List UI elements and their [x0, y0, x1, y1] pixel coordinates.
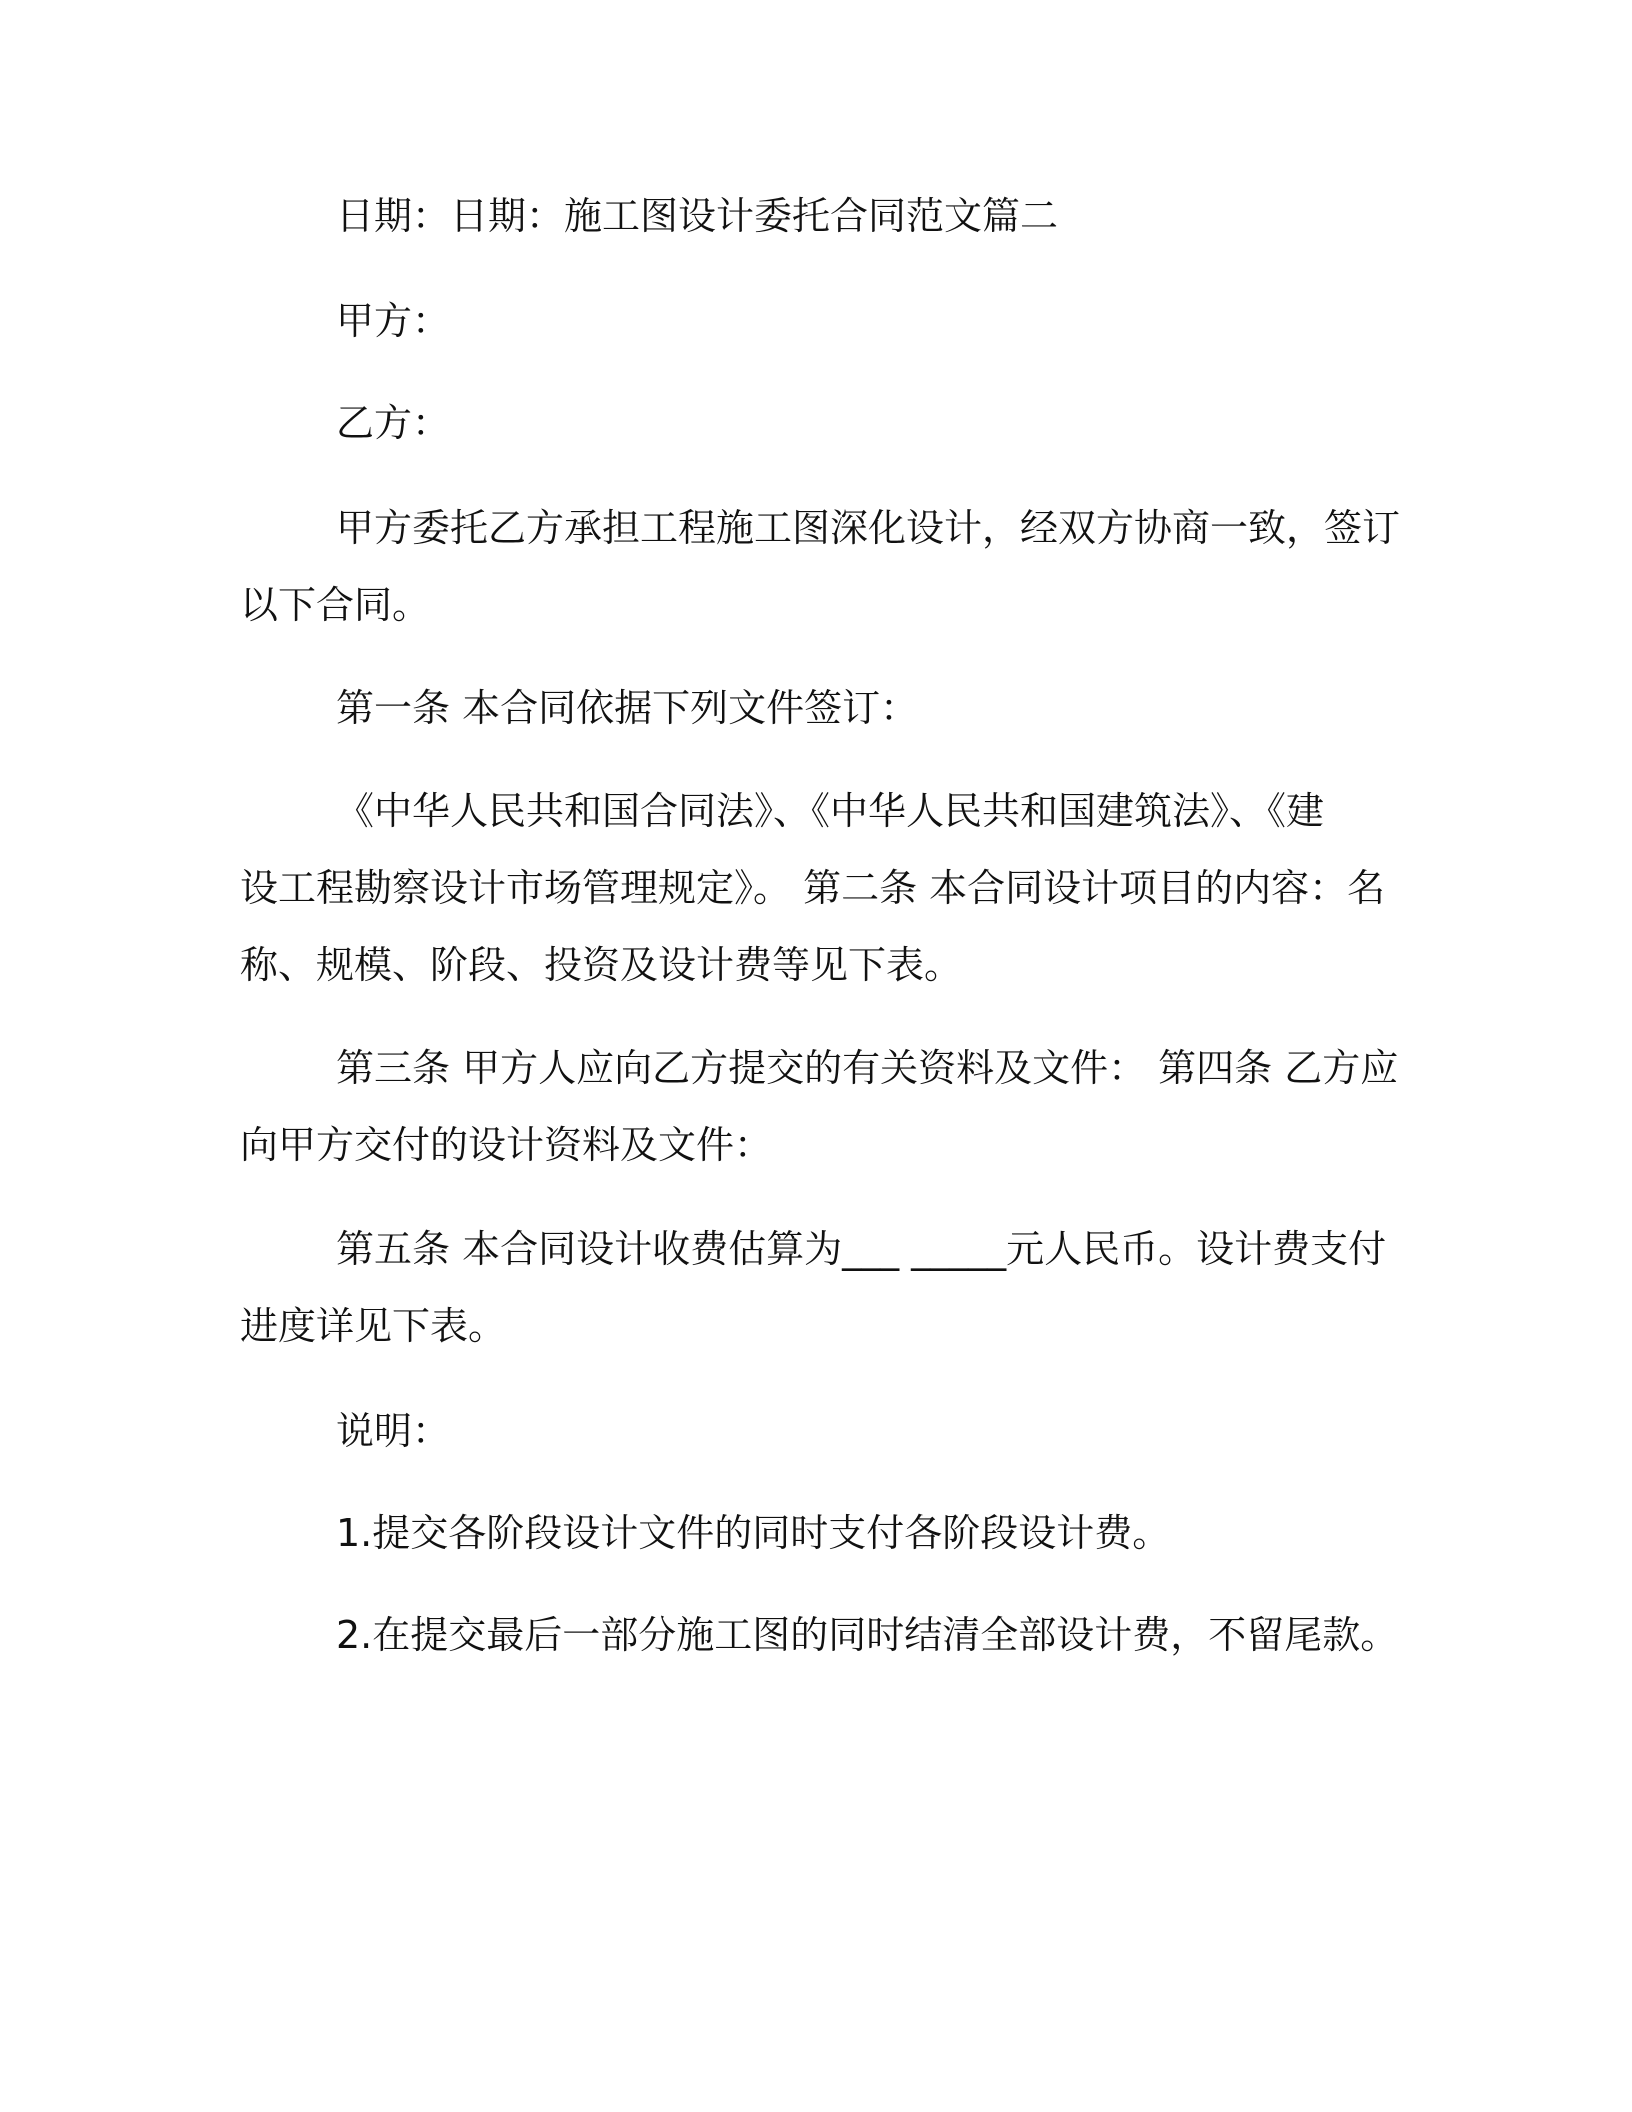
article-1-text: 第一条 本合同依据下列文件签订： — [336, 686, 919, 730]
paragraph-note-2 — [240, 1597, 1399, 1674]
date-title-text: 日期：日期：施工图设计委托合同范文篇二 — [336, 194, 1059, 238]
intro-line-2: 以下合同。 — [240, 583, 431, 627]
party-b-label: 乙方： — [336, 401, 451, 445]
paragraph-note-1 — [240, 1495, 1390, 1572]
paragraph-party-a — [240, 283, 1390, 360]
laws-line-2: 设工程勘察设计市场管理规定》。 第二条 本合同设计项目的内容：名 — [240, 866, 1386, 910]
laws-line-1: 《中华人民共和国合同法》、《中华人民共和国建筑法》、《建 — [336, 789, 1325, 833]
note-2-text: 2.在提交最后一部分施工图的同时结清全部设计费，不留尾款。 — [336, 1613, 1399, 1657]
paragraph-intro — [240, 490, 1401, 644]
article-5-line-1: 第五条 本合同设计收费估算为___ _____元人民币。设计费支付 — [336, 1227, 1387, 1271]
paragraph-notes-heading — [240, 1393, 1390, 1470]
party-a-label: 甲方： — [336, 299, 451, 343]
paragraph-article-3-4 — [240, 1030, 1399, 1184]
paragraph-article-1 — [240, 670, 1390, 747]
intro-line-1: 甲方委托乙方承担工程施工图深化设计，经双方协商一致，签订 — [336, 506, 1401, 550]
note-1-text: 1.提交各阶段设计文件的同时支付各阶段设计费。 — [336, 1511, 1171, 1555]
notes-heading: 说明： — [336, 1409, 451, 1453]
paragraph-date-title — [240, 178, 1390, 255]
laws-line-3: 称、规模、阶段、投资及设计费等见下表。 — [240, 943, 963, 987]
paragraph-laws — [240, 773, 1390, 1004]
article-3-4-line-2: 向甲方交付的设计资料及文件： — [240, 1123, 773, 1167]
article-3-4-line-1: 第三条 甲方人应向乙方提交的有关资料及文件： 第四条 乙方应 — [336, 1046, 1399, 1090]
paragraph-party-b — [240, 385, 1390, 462]
paragraph-article-5 — [240, 1211, 1390, 1365]
article-5-line-2: 进度详见下表。 — [240, 1304, 507, 1348]
